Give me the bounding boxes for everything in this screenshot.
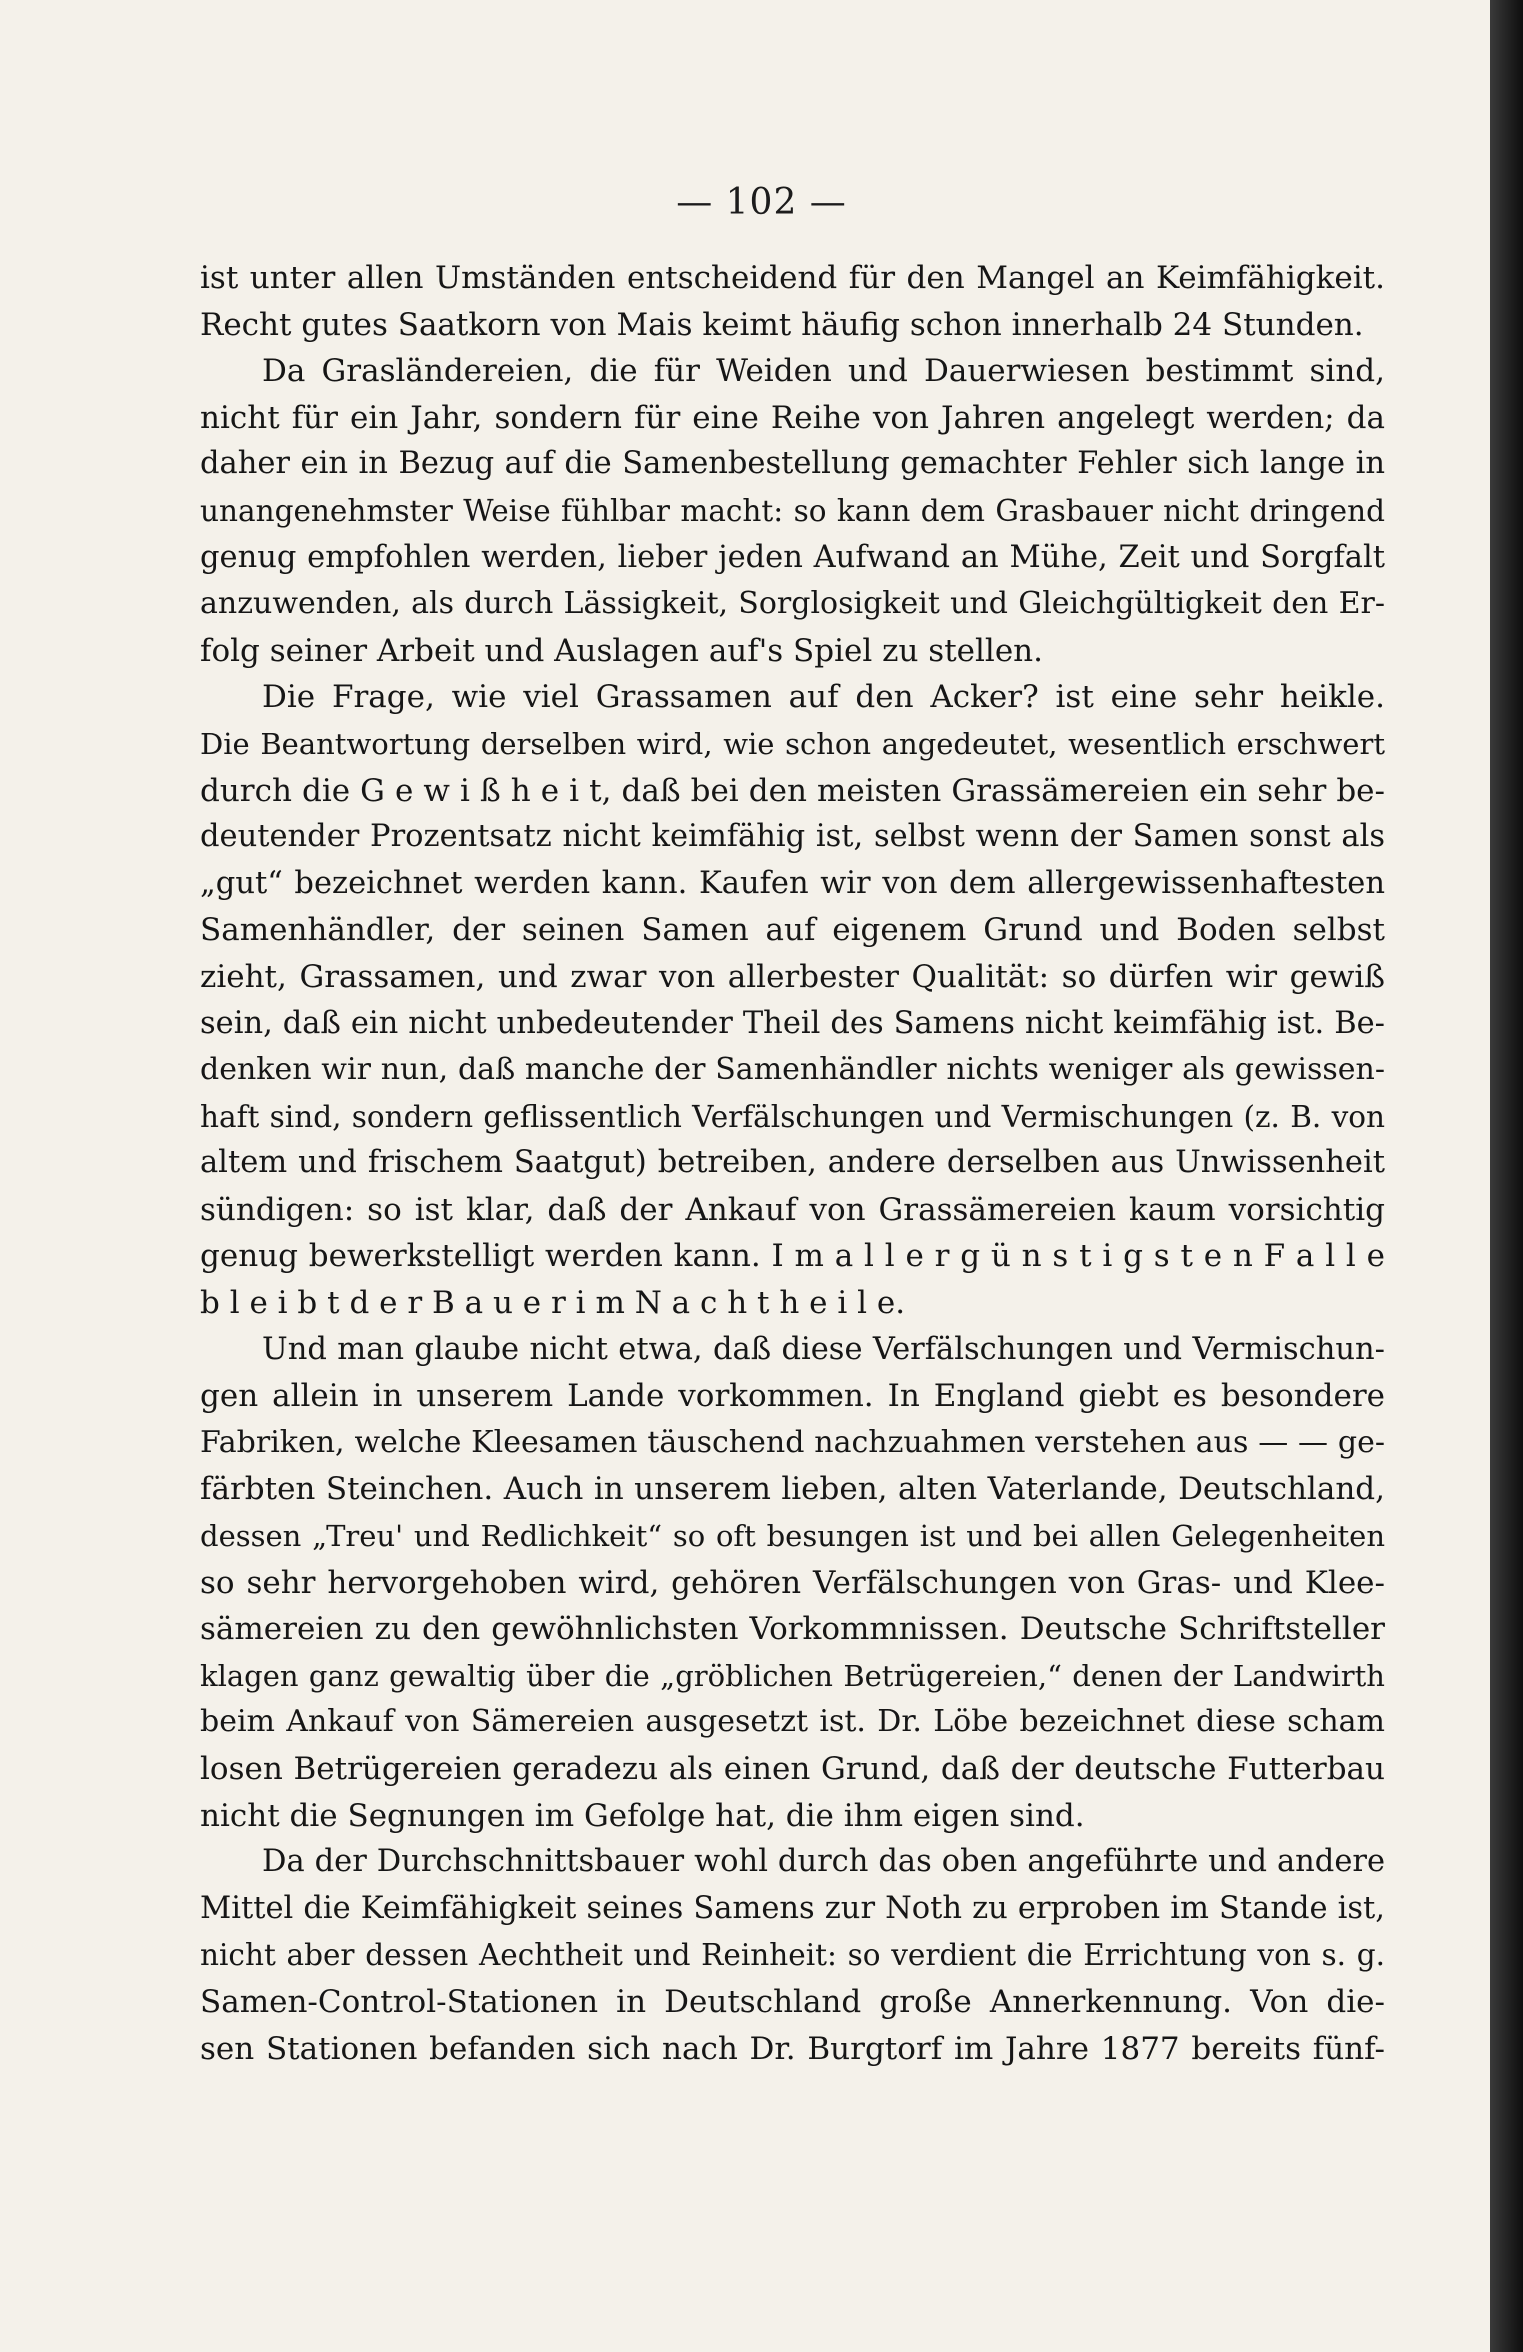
text-line: genug bewerkstelligt werden kann. I m a l l e r g ü n s t i g s t e n F a l l e bbox=[200, 1238, 1385, 1275]
text-line: dessen „Treu' und Redlichkeit“ so oft besungen ist und bei allen Gelegenheiten bbox=[200, 1519, 1385, 1554]
text-line: nicht für ein Jahr, sondern für eine Reihe von Jahren angelegt werden; da bbox=[200, 399, 1385, 436]
page-edge-shadow bbox=[1490, 0, 1523, 2352]
text-line: b l e i b t d e r B a u e r i m N a c h t h e i l e. bbox=[200, 1285, 906, 1322]
text-line: nicht aber dessen Aechtheit und Reinheit: so verdient die Errichtung von s. g. bbox=[200, 1938, 1385, 1973]
text-line: Samen-Control-Stationen in Deutschland große Annerkennung. Von die- bbox=[200, 1983, 1385, 2020]
text-line: so sehr hervorgehoben wird, gehören Verfälschungen von Gras- und Klee- bbox=[200, 1564, 1385, 1601]
text-line: haft sind, sondern geflissentlich Verfälschungen und Vermischungen (z. B. von bbox=[200, 1099, 1385, 1134]
text-line: sein, daß ein nicht unbedeutender Theil des Samens nicht keimfähig ist. Be- bbox=[200, 1005, 1385, 1041]
text-line: sen Stationen befanden sich nach Dr. Burgtorf im Jahre 1877 bereits fünf- bbox=[200, 2030, 1385, 2067]
text-line: Recht gutes Saatkorn von Mais keimt häufig schon innerhalb 24 Stunden. bbox=[200, 306, 1364, 343]
text-line: denken wir nun, daß manche der Samenhändler nichts weniger als gewissen- bbox=[200, 1052, 1385, 1088]
text-line: Die Frage, wie viel Grassamen auf den Acker? ist eine sehr heikle. bbox=[262, 679, 1385, 716]
text-line: losen Betrügereien geradezu als einen Grund, daß der deutsche Futterbau bbox=[200, 1751, 1385, 1787]
text-line: „gut“ bezeichnet werden kann. Kaufen wir von dem allergewissenhaftesten bbox=[200, 865, 1385, 901]
text-line: sämereien zu den gewöhnlichsten Vorkommnissen. Deutsche Schriftsteller bbox=[200, 1611, 1385, 1648]
text-line: Mittel die Keimfähigkeit seines Samens zur Noth zu erproben im Stande ist, bbox=[200, 1890, 1385, 1926]
page-number: — 102 — bbox=[676, 182, 847, 223]
text-line: nicht die Segnungen im Gefolge hat, die ihm eigen sind. bbox=[200, 1797, 1085, 1834]
text-line: Samenhändler, der seinen Samen auf eigenem Grund und Boden selbst bbox=[200, 912, 1385, 949]
text-line: daher ein in Bezug auf die Samenbestellung gemachter Fehler sich lange in bbox=[200, 446, 1385, 482]
text-line: deutender Prozentsatz nicht keimfähig ist, selbst wenn der Samen sonst als bbox=[200, 819, 1385, 855]
text-line: zieht, Grassamen, und zwar von allerbester Qualität: so dürfen wir gewiß bbox=[200, 958, 1385, 995]
text-line: klagen ganz gewaltig über die „gröblichen Betrügereien,“ denen der Landwirth bbox=[200, 1658, 1385, 1693]
text-line: genug empfohlen werden, lieber jeden Aufwand an Mühe, Zeit und Sorgfalt bbox=[200, 539, 1385, 575]
text-line: färbten Steinchen. Auch in unserem lieben, alten Vaterlande, Deutschland, bbox=[200, 1471, 1385, 1508]
text-line: sündigen: so ist klar, daß der Ankauf von Grassämereien kaum vorsichtig bbox=[200, 1191, 1385, 1228]
text-line: Die Beantwortung derselben wird, wie schon angedeutet, wesentlich erschwert bbox=[200, 726, 1385, 761]
text-line: Da Grasländereien, die für Weiden und Dauerwiesen bestimmt sind, bbox=[262, 353, 1385, 390]
body-text bbox=[200, 255, 1385, 2072]
text-line: folg seiner Arbeit und Auslagen auf's Spiel zu stellen. bbox=[200, 632, 1043, 669]
text-line: gen allein in unserem Lande vorkommen. In England giebt es besondere bbox=[200, 1378, 1385, 1415]
text-line: Da der Durchschnittsbauer wohl durch das oben angeführte und andere bbox=[262, 1844, 1385, 1880]
text-line: altem und frischem Saatgut) betreiben, andere derselben aus Unwissenheit bbox=[200, 1145, 1385, 1181]
text-line: Fabriken, welche Kleesamen täuschend nachzuahmen verstehen aus — — ge- bbox=[200, 1424, 1385, 1460]
text-line: Und man glaube nicht etwa, daß diese Verfälschungen und Vermischun- bbox=[262, 1331, 1385, 1367]
text-line: anzuwenden, als durch Lässigkeit, Sorglosigkeit und Gleichgültigkeit den Er- bbox=[200, 586, 1385, 622]
text-line: unangenehmster Weise fühlbar macht: so kann dem Grasbauer nicht dringend bbox=[200, 493, 1385, 528]
text-line: beim Ankauf von Sämereien ausgesetzt ist. Dr. Löbe bezeichnet diese scham bbox=[200, 1704, 1385, 1740]
text-line: durch die G e w i ß h e i t, daß bei den meisten Grassämereien ein sehr be- bbox=[200, 772, 1385, 809]
text-line: ist unter allen Umständen entscheidend für den Mangel an Keimfähigkeit. bbox=[200, 260, 1385, 296]
